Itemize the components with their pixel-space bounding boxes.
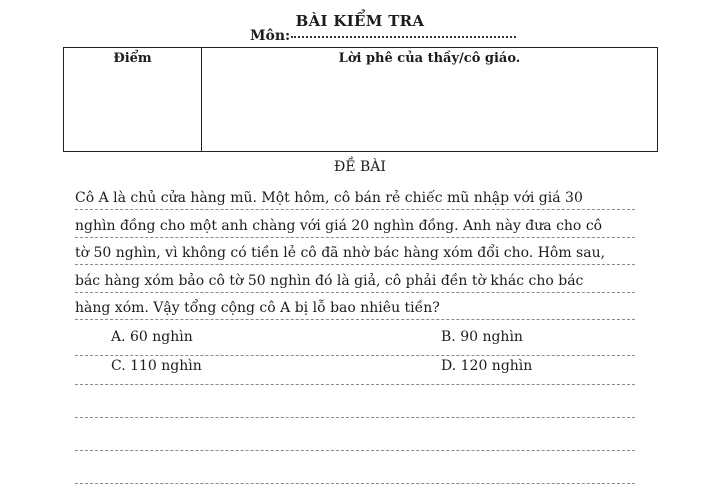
option-d: D. 120 nghìn: [441, 358, 533, 374]
grade-comment-table: [63, 47, 658, 152]
option-c: C. 110 nghìn: [111, 358, 202, 374]
answer-line: [75, 451, 635, 484]
choice-row: [75, 356, 635, 385]
test-title: BÀI KIỂM TRA: [295, 12, 425, 30]
section-title: ĐỀ BÀI: [334, 159, 386, 175]
choice-row: [75, 327, 635, 356]
teacher-comment-label: Lời phê của thầy/cô giáo.: [338, 51, 521, 66]
problem-line: hàng xóm. Vậy tổng cộng cô A bị lỗ bao nhiêu tiền?: [75, 294, 635, 320]
option-a: A. 60 nghìn: [111, 329, 193, 345]
score-box: [64, 48, 202, 152]
problem-line: Cô A là chủ cửa hàng mũ. Một hôm, cô bán rẻ chiếc mũ nhập với giá 30: [75, 184, 635, 210]
problem-text: [75, 184, 635, 322]
problem-line: nghìn đồng cho một anh chàng với giá 20 nghìn đồng. Anh này đưa cho cô: [75, 212, 635, 238]
subject-line: [250, 28, 516, 44]
option-b: B. 90 nghìn: [441, 329, 523, 345]
subject-blank: [291, 36, 516, 38]
answer-line: [75, 418, 635, 451]
problem-line: tờ 50 nghìn, vì không có tiền lẻ cô đã nhờ bác hàng xóm đổi cho. Hôm sau,: [75, 239, 635, 265]
answer-line: [75, 385, 635, 418]
subject-label: Môn:: [250, 28, 291, 44]
answer-choices: [75, 327, 635, 484]
teacher-comment-box: [202, 48, 658, 152]
problem-line: bác hàng xóm bảo cô tờ 50 nghìn đó là giả, cô phải đền tờ khác cho bác: [75, 267, 635, 293]
score-label: Điểm: [113, 51, 152, 66]
